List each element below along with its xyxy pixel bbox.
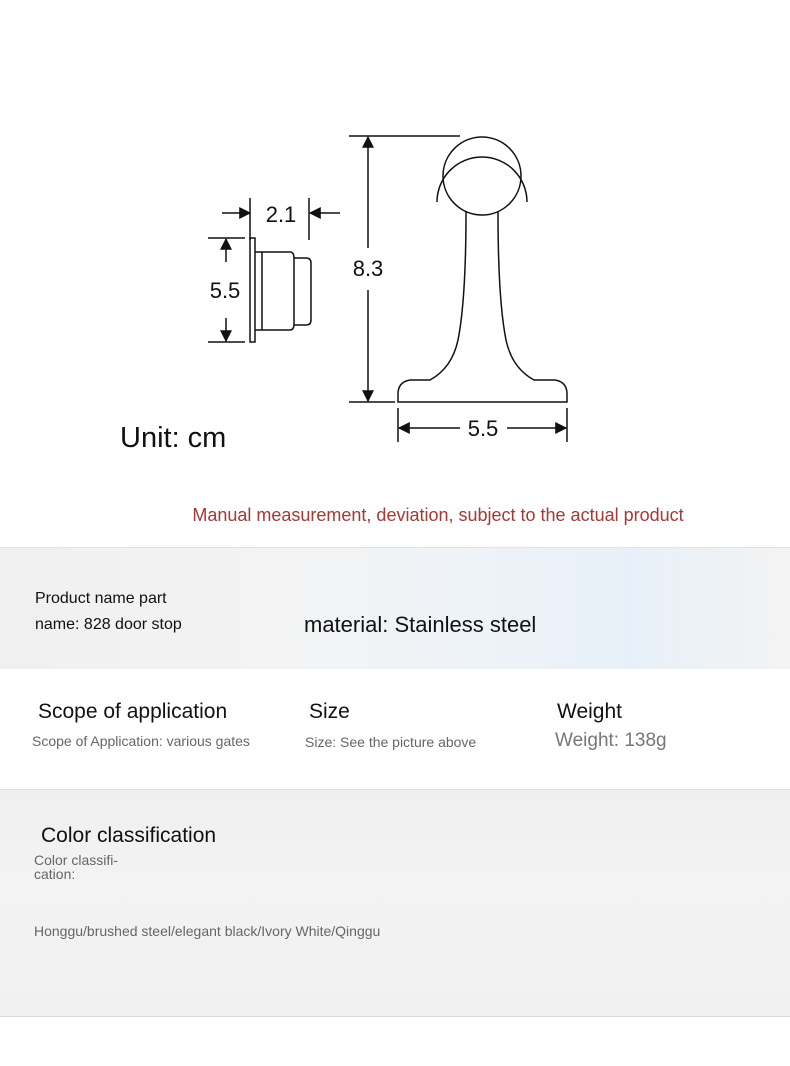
color-label: [34, 853, 118, 881]
specs-band: [0, 669, 790, 790]
color-title: Color classification: [41, 824, 217, 847]
front-view: [398, 137, 567, 402]
front-ball-rim: [437, 157, 527, 202]
dim-depth-label: 2.1: [265, 202, 297, 227]
material-label: material: Stainless steel: [304, 612, 537, 637]
product-name-line2: name: 828 door stop: [35, 616, 182, 633]
weight-value: Weight: 138g: [555, 730, 667, 751]
color-options: Honggu/brushed steel/elegant black/Ivory White/Qinggu: [34, 923, 381, 939]
color-band: [0, 790, 790, 1017]
dimension-drawing: [0, 0, 790, 470]
color-label-line2: cation:: [34, 866, 76, 882]
side-plate: [250, 238, 255, 342]
dim-total-height-label: 8.3: [352, 256, 384, 281]
weight-title: Weight: [557, 700, 622, 723]
measurement-note: Manual measurement, deviation, subject to the actual product: [192, 505, 684, 525]
side-cap: [294, 258, 311, 325]
color-label-line1: Color classifi-: [34, 852, 119, 868]
product-name: [35, 586, 182, 638]
unit-label: Unit: cm: [120, 422, 227, 454]
scope-title: Scope of application: [38, 700, 228, 723]
scope-value: Scope of Application: various gates: [32, 733, 250, 749]
size-value: Size: See the picture above: [305, 734, 477, 750]
front-stem-base: [398, 212, 567, 402]
front-ball: [443, 137, 521, 215]
dim-base-width-label: 5.5: [467, 416, 499, 441]
dim-side-height-label: 5.5: [209, 278, 241, 303]
product-band: [0, 547, 790, 670]
product-name-line1: Product name part: [35, 590, 167, 607]
size-title: Size: [309, 700, 350, 723]
side-body: [255, 252, 294, 330]
side-view: [250, 238, 311, 342]
